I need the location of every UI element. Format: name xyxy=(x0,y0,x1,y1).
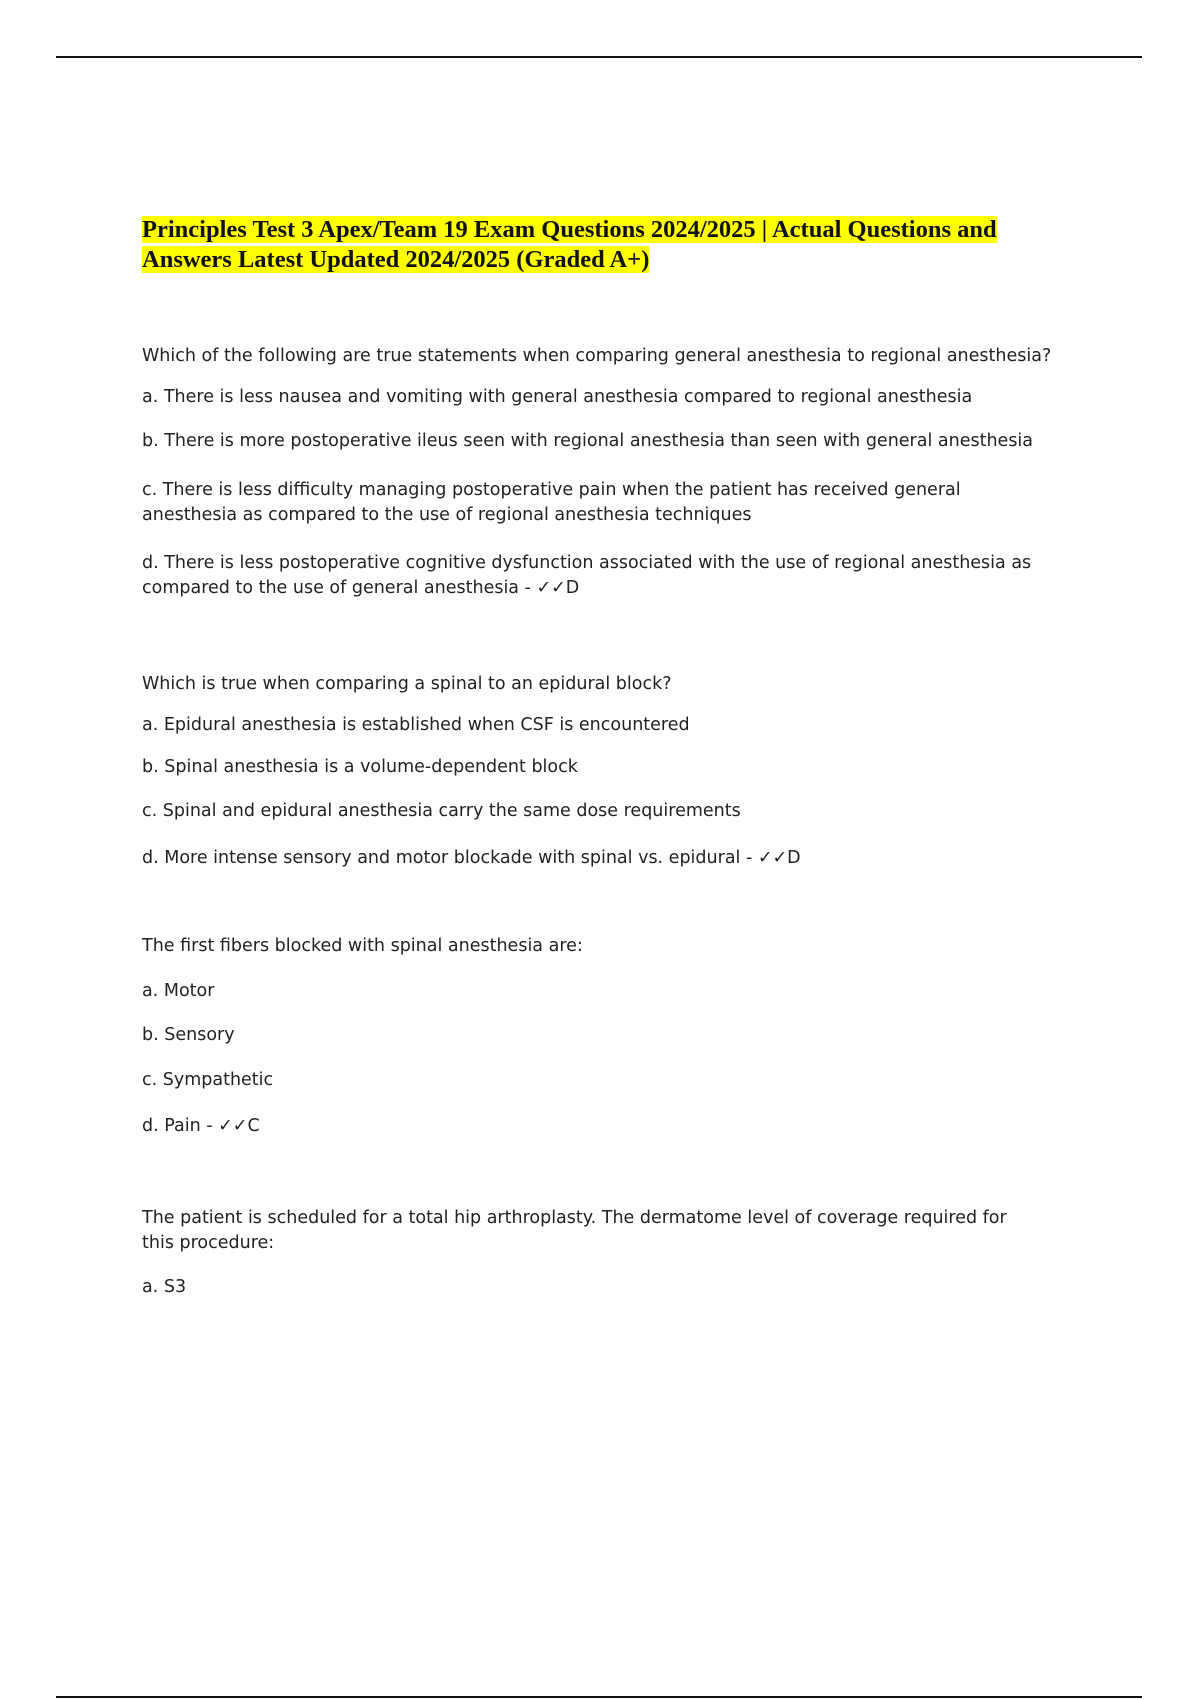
question-2-option-d: d. More intense sensory and motor blockade with spinal vs. epidural - ✓✓D xyxy=(142,848,801,868)
question-3-option-d: d. Pain - ✓✓C xyxy=(142,1116,260,1136)
document-title xyxy=(142,215,1062,275)
question-3-option-a: a. Motor xyxy=(142,981,215,1001)
question-1-option-d: d. There is less postoperative cognitive dysfunction associated with the use of regional anesthesia as compared to the use of general anesthesia - ✓✓D xyxy=(142,553,1032,598)
question-2-option-c: c. Spinal and epidural anesthesia carry the same dose requirements xyxy=(142,801,741,821)
question-4-prompt: The patient is scheduled for a total hip arthroplasty. The dermatome level of coverage required for this procedure: xyxy=(142,1208,1007,1253)
question-3-prompt: The first fibers blocked with spinal anesthesia are: xyxy=(142,936,583,956)
top-rule xyxy=(56,56,1142,58)
question-2-prompt: Which is true when comparing a spinal to an epidural block? xyxy=(142,674,672,694)
question-4-option-a: a. S3 xyxy=(142,1277,187,1297)
question-1-prompt: Which of the following are true statements when comparing general anesthesia to regional anesthesia? xyxy=(142,346,1052,366)
question-1-option-a: a. There is less nausea and vomiting with general anesthesia compared to regional anesthesia xyxy=(142,387,973,407)
question-2-option-a: a. Epidural anesthesia is established when CSF is encountered xyxy=(142,715,690,735)
question-3-option-b: b. Sensory xyxy=(142,1025,235,1045)
question-1-option-c: c. There is less difficulty managing postoperative pain when the patient has received general anesthesia as compared to the use of regional anesthesia techniques xyxy=(142,480,961,525)
question-1-option-b: b. There is more postoperative ileus seen with regional anesthesia than seen with general anesthesia xyxy=(142,431,1034,451)
question-3-option-c: c. Sympathetic xyxy=(142,1070,274,1090)
question-2-option-b: b. Spinal anesthesia is a volume-dependent block xyxy=(142,757,578,777)
title-highlight: Principles Test 3 Apex/Team 19 Exam Questions 2024/2025 | Actual Questions and Answers Latest Updated 2024/2025 (Graded A+) xyxy=(142,216,997,273)
bottom-rule xyxy=(56,1696,1142,1698)
